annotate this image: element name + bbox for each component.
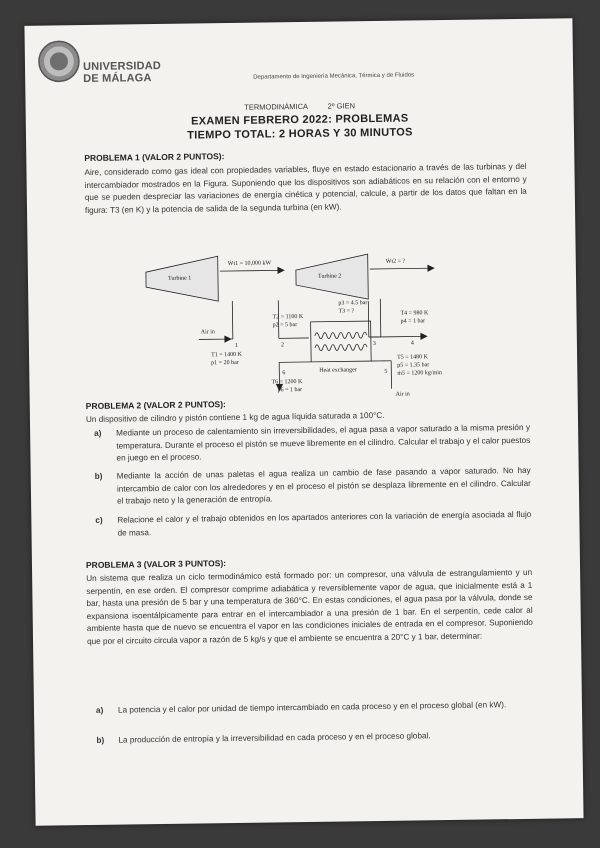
problem3-title: PROBLEMA 3 (VALOR 3 PUNTOS): <box>85 558 227 571</box>
state3-T: T3 = ? <box>338 308 355 315</box>
subject-name: TERMODINÁMICA <box>244 101 308 112</box>
turbine2-label: Turbine 2 <box>317 273 342 280</box>
item-label: a) <box>94 428 102 438</box>
w2-label: Ẇt2 = ? <box>385 258 406 265</box>
problem1-title: PROBLEMA 1 (VALOR 2 PUNTOS): <box>84 151 225 164</box>
item-text: La potencia y el calor por unidad de tiempo intercambiado en cada proceso y en el proceso global (en kW). <box>117 700 507 715</box>
state2-num: 2 <box>280 342 284 349</box>
problem2-intro: Un dispositivo de cilindro y pistón contiene 1 kg de agua líquida saturada a 100°C. <box>85 410 385 425</box>
state6-T: T6 = 1200 K <box>271 379 303 386</box>
air-in-bottom-label: Air in <box>395 391 410 398</box>
state6-num: 6 <box>282 370 286 377</box>
problem2-title: PROBLEMA 2 (VALOR 2 PUNTOS): <box>85 399 226 412</box>
heat-exchanger-box <box>311 321 372 362</box>
item-label: c) <box>95 515 103 525</box>
state1-p: p1 = 20 bar <box>211 359 239 367</box>
university-line2: DE MÁLAGA <box>83 72 152 86</box>
problem2-item-a <box>94 422 531 466</box>
state4-T: T4 = 980 K <box>400 310 429 317</box>
state6-p: p6 = 1 bar <box>277 387 303 394</box>
turbine-heat-exchanger-diagram <box>128 248 450 402</box>
state4-num: 4 <box>410 340 414 347</box>
problem1-text: Aire, considerado como gas ideal con propiedades variables, fluye en estado estacionario a través de las turbinas y del intercambiador mostrados en la Figura. Suponiendo que los dispositivos son adiabáticos en su relación con el entorno y que se pueden despreciar las variaciones de energía cinética y potencial, calcule, a partir de los datos que faltan en la figura: T3 (en K) y la potencia de salida de la segunda turbina (en kW). <box>84 161 527 215</box>
exam-duration: TIEMPO TOTAL: 2 HORAS Y 30 MINUTOS <box>187 126 413 142</box>
state3-num: 3 <box>372 340 376 348</box>
state5-T: T5 = 1480 K <box>397 354 429 361</box>
problem2-item-c <box>95 509 532 540</box>
air-in-label: Air in <box>200 329 215 336</box>
item-text: La producción de entropía y la irreversibilidad en cada proceso y en el proceso global. <box>118 731 431 745</box>
turbine1-label: Turbine 1 <box>167 275 192 282</box>
state2-p: p2 = 5 bar <box>272 322 298 329</box>
state3-p: p3 = 4.5 bar <box>338 300 368 307</box>
exam-title: EXAMEN FEBRERO 2022: PROBLEMAS <box>190 112 409 128</box>
state1-T: T1 = 1400 K <box>211 351 242 359</box>
university-seal-icon <box>37 39 82 84</box>
item-label: b) <box>94 471 103 481</box>
item-text: Mediante la acción de unas paletas el agua realiza un cambio de fase pasando a vapor saturado. No hay intercambio de calor con los alrededores y en el proceso el pistón se desplaza libremente en el cilindro. Calcular el trabajo neto y la generación de entropía. <box>116 465 531 506</box>
course-name: 2º GIEN <box>327 101 356 111</box>
university-line1: UNIVERSIDAD <box>82 59 162 74</box>
state5-num: 5 <box>384 368 388 375</box>
state4-p: p4 = 1 bar <box>400 318 426 325</box>
w1-label: Ẇt1 = 10,000 kW <box>227 260 272 268</box>
problem3-item-b <box>96 729 534 747</box>
item-text: Mediante un proceso de calentamiento sin irreversibilidades, el agua pasa a vapor saturado a la misma presión y temperatura. Durante el proceso el pistón se mueve libremente en el cilindro. Calcular el trabajo y el calor puestos en juego en el proceso. <box>116 422 531 463</box>
state2-T: T2 = 1100 K <box>272 314 304 321</box>
university-name <box>83 60 161 85</box>
item-text: Relacione el calor y el trabajo obtenidos en los apartados anteriores con la variación de energía asociada al flujo de masa. <box>117 509 532 538</box>
problem2-item-b <box>94 465 531 509</box>
exam-sheet <box>24 18 583 826</box>
item-label: a) <box>95 705 104 715</box>
state1-num: 1 <box>234 342 238 349</box>
heat-exchanger-label: Heat exchanger <box>319 367 357 374</box>
department-name: Departamento de Ingeniería Mecánica, Térmica y de Fluidos <box>253 72 415 81</box>
problem3-intro: Un sistema que realiza un ciclo termodinámico está formado por: un compresor, una válvula de estrangulamiento y un serpentín, en ese orden. El compresor comprime adiabática y reversiblemente vapor de agua, que inicialmente está a 1 bar, hasta una presión de 5 bar y una temperatura de 360°C. En estas condiciones, el agua pasa por la válvula, donde se expansiona isoentálpicamente para entrar en el intercambiador a una presión de 1 bar. En el serpentín, cede calor al ambiente hasta que de nuevo se encuentra el vapor en las condiciones iniciales de entrada en el compresor. Suponiendo que por el circuito circula vapor a razón de 5 kg/s y que el ambiente se encuentra a 20°C y 1 bar, determinar: <box>86 567 533 647</box>
state5-m: ṁ5 = 1200 kg/min <box>397 370 442 377</box>
item-label: b) <box>96 735 105 745</box>
state5-p: p5 = 1.35 bar <box>397 362 430 369</box>
problem3-item-a <box>95 699 534 717</box>
